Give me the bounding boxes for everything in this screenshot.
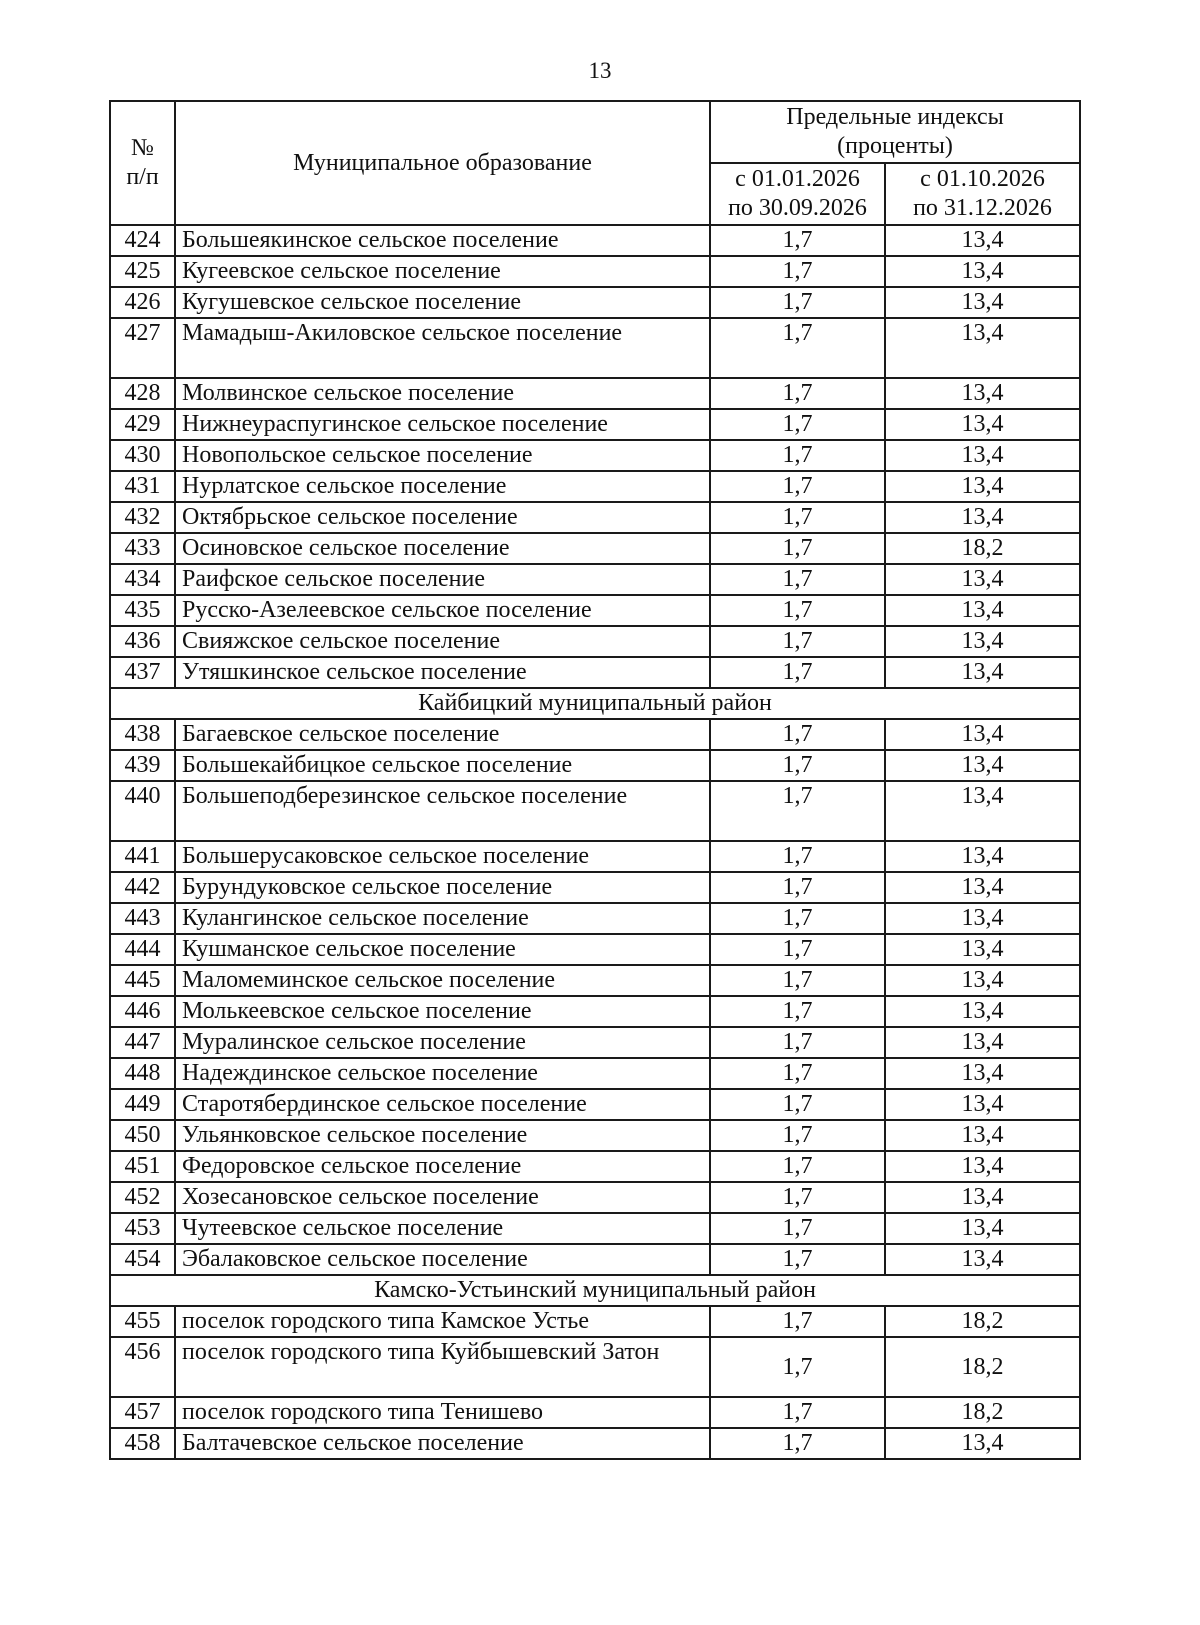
table-row [110,378,1080,409]
index-period-2: 13,4 [885,1151,1080,1182]
row-number: 440 [110,781,175,841]
row-number: 448 [110,1058,175,1089]
table-row [110,965,1080,996]
index-period-1: 1,7 [710,1428,885,1459]
row-number: 451 [110,1151,175,1182]
row-number: 425 [110,256,175,287]
table-row [110,1244,1080,1275]
row-number: 455 [110,1306,175,1337]
index-period-2: 13,4 [885,1058,1080,1089]
table-row [110,1213,1080,1244]
table-row [110,533,1080,564]
row-number: 456 [110,1337,175,1397]
index-period-1: 1,7 [710,440,885,471]
municipality-name: Эбалаковское сельское поселение [175,1244,710,1275]
table-row [110,471,1080,502]
index-period-1: 1,7 [710,471,885,502]
row-number: 444 [110,934,175,965]
header-num-line2: п/п [126,164,159,190]
row-number: 447 [110,1027,175,1058]
index-period-2: 13,4 [885,564,1080,595]
section-title: Кайбицкий муниципальный район [110,688,1080,719]
index-period-2: 13,4 [885,903,1080,934]
index-period-2: 13,4 [885,1213,1080,1244]
table-row [110,996,1080,1027]
row-number: 442 [110,872,175,903]
index-period-1: 1,7 [710,1027,885,1058]
row-number: 429 [110,409,175,440]
municipality-name: Большеподберезинское сельское поселение [175,781,710,841]
index-period-1: 1,7 [710,1089,885,1120]
municipality-name: Бурундуковское сельское поселение [175,872,710,903]
header-indices-line2: (проценты) [837,133,953,159]
header-period-2-line1: с 01.10.2026 [920,166,1045,192]
municipality-name: Большеякинское сельское поселение [175,225,710,256]
municipality-name: Хозесановское сельское поселение [175,1182,710,1213]
index-period-1: 1,7 [710,287,885,318]
section-row [110,688,1080,719]
table-row [110,872,1080,903]
index-period-2: 13,4 [885,287,1080,318]
table-row [110,1058,1080,1089]
municipality-name: Молькеевское сельское поселение [175,996,710,1027]
index-period-2: 13,4 [885,1428,1080,1459]
row-number: 449 [110,1089,175,1120]
index-period-1: 1,7 [710,750,885,781]
index-period-1: 1,7 [710,903,885,934]
table-row [110,781,1080,841]
municipality-name: Большерусаковское сельское поселение [175,841,710,872]
municipality-name: Русско-Азелеевское сельское поселение [175,595,710,626]
header-period-1-line1: с 01.01.2026 [735,166,860,192]
municipality-name: Надеждинское сельское поселение [175,1058,710,1089]
header-num [110,101,175,225]
index-period-1: 1,7 [710,1151,885,1182]
municipality-name: Утяшкинское сельское поселение [175,657,710,688]
index-period-1: 1,7 [710,872,885,903]
table-row [110,1337,1080,1397]
municipality-name: Большекайбицкое сельское поселение [175,750,710,781]
index-period-1: 1,7 [710,595,885,626]
row-number: 435 [110,595,175,626]
indices-table [109,100,1081,1460]
row-number: 458 [110,1428,175,1459]
index-period-2: 13,4 [885,1120,1080,1151]
municipality-name: Кугушевское сельское поселение [175,287,710,318]
header-period-2 [885,163,1080,225]
table-row [110,318,1080,378]
municipality-name: Багаевское сельское поселение [175,719,710,750]
index-period-1: 1,7 [710,256,885,287]
municipality-name: Ульянковское сельское поселение [175,1120,710,1151]
index-period-2: 13,4 [885,626,1080,657]
row-number: 457 [110,1397,175,1428]
header-period-1-line2: по 30.09.2026 [728,195,867,221]
municipality-name: Старотябердинское сельское поселение [175,1089,710,1120]
index-period-1: 1,7 [710,1397,885,1428]
index-period-2: 13,4 [885,750,1080,781]
municipality-name: Кулангинское сельское поселение [175,903,710,934]
index-period-2: 13,4 [885,657,1080,688]
index-period-1: 1,7 [710,502,885,533]
table-row [110,440,1080,471]
municipality-name: Нурлатское сельское поселение [175,471,710,502]
table-header [110,101,1080,225]
header-num-line1: № [131,135,154,161]
index-period-1: 1,7 [710,626,885,657]
index-period-2: 13,4 [885,471,1080,502]
index-period-1: 1,7 [710,934,885,965]
table-row [110,657,1080,688]
table-row [110,256,1080,287]
index-period-1: 1,7 [710,965,885,996]
table-row [110,903,1080,934]
row-number: 432 [110,502,175,533]
table-row [110,595,1080,626]
municipality-name: Новопольское сельское поселение [175,440,710,471]
municipality-name: Свияжское сельское поселение [175,626,710,657]
municipality-name: Чутеевское сельское поселение [175,1213,710,1244]
row-number: 443 [110,903,175,934]
index-period-2: 13,4 [885,872,1080,903]
index-period-2: 18,2 [885,1397,1080,1428]
table-row [110,1151,1080,1182]
municipality-name: Маломеминское сельское поселение [175,965,710,996]
row-number: 438 [110,719,175,750]
municipality-name: поселок городского типа Куйбышевский Затон [175,1337,710,1397]
index-period-1: 1,7 [710,1244,885,1275]
index-period-2: 13,4 [885,1182,1080,1213]
page-number: 13 [588,58,612,83]
municipality-name: поселок городского типа Камское Устье [175,1306,710,1337]
index-period-1: 1,7 [710,318,885,378]
municipality-name: Нижнеураспугинское сельское поселение [175,409,710,440]
index-period-2: 13,4 [885,318,1080,378]
row-number: 430 [110,440,175,471]
index-period-1: 1,7 [710,841,885,872]
table-row [110,287,1080,318]
index-period-1: 1,7 [710,719,885,750]
index-period-2: 13,4 [885,225,1080,256]
table-row [110,841,1080,872]
table-row [110,564,1080,595]
table-row [110,1397,1080,1428]
index-period-2: 13,4 [885,841,1080,872]
municipality-name: Балтачевское сельское поселение [175,1428,710,1459]
municipality-name: Молвинское сельское поселение [175,378,710,409]
index-period-1: 1,7 [710,1182,885,1213]
index-period-2: 18,2 [885,1337,1080,1397]
row-number: 441 [110,841,175,872]
index-period-2: 13,4 [885,934,1080,965]
index-period-1: 1,7 [710,1306,885,1337]
table-row [110,1089,1080,1120]
table-row [110,750,1080,781]
index-period-1: 1,7 [710,781,885,841]
table-row [110,409,1080,440]
index-period-1: 1,7 [710,378,885,409]
index-period-1: 1,7 [710,1213,885,1244]
row-number: 454 [110,1244,175,1275]
index-period-1: 1,7 [710,657,885,688]
index-period-2: 13,4 [885,1244,1080,1275]
index-period-1: 1,7 [710,996,885,1027]
index-period-1: 1,7 [710,1337,885,1397]
municipality-name: поселок городского типа Тенишево [175,1397,710,1428]
municipality-name: Кушманское сельское поселение [175,934,710,965]
table-body [110,225,1080,1459]
row-number: 450 [110,1120,175,1151]
row-number: 446 [110,996,175,1027]
index-period-2: 13,4 [885,781,1080,841]
row-number: 433 [110,533,175,564]
row-number: 453 [110,1213,175,1244]
index-period-2: 13,4 [885,719,1080,750]
index-period-2: 13,4 [885,965,1080,996]
index-period-2: 13,4 [885,595,1080,626]
index-period-2: 13,4 [885,996,1080,1027]
index-period-1: 1,7 [710,409,885,440]
index-period-1: 1,7 [710,225,885,256]
table-row [110,1027,1080,1058]
header-indices [710,101,1080,163]
section-row [110,1275,1080,1306]
index-period-2: 13,4 [885,409,1080,440]
row-number: 427 [110,318,175,378]
municipality-name: Федоровское сельское поселение [175,1151,710,1182]
index-period-2: 13,4 [885,440,1080,471]
row-number: 445 [110,965,175,996]
table-row [110,719,1080,750]
index-period-1: 1,7 [710,1058,885,1089]
index-period-2: 18,2 [885,1306,1080,1337]
index-period-1: 1,7 [710,533,885,564]
index-period-2: 18,2 [885,533,1080,564]
index-period-2: 13,4 [885,1089,1080,1120]
header-municipality: Муниципальное образование [175,101,710,225]
section-title: Камско-Устьинский муниципальный район [110,1275,1080,1306]
index-period-1: 1,7 [710,1120,885,1151]
municipality-name: Раифское сельское поселение [175,564,710,595]
row-number: 431 [110,471,175,502]
municipality-name: Муралинское сельское поселение [175,1027,710,1058]
row-number: 424 [110,225,175,256]
index-period-1: 1,7 [710,564,885,595]
row-number: 426 [110,287,175,318]
row-number: 437 [110,657,175,688]
table-row [110,1120,1080,1151]
row-number: 452 [110,1182,175,1213]
row-number: 428 [110,378,175,409]
index-period-2: 13,4 [885,256,1080,287]
header-period-2-line2: по 31.12.2026 [913,195,1052,221]
municipality-name: Осиновское сельское поселение [175,533,710,564]
table-row [110,225,1080,256]
header-indices-line1: Предельные индексы [786,104,1004,130]
municipality-name: Октябрьское сельское поселение [175,502,710,533]
row-number: 434 [110,564,175,595]
table-row [110,1306,1080,1337]
table-row [110,934,1080,965]
table-row [110,1182,1080,1213]
index-period-2: 13,4 [885,502,1080,533]
table-row [110,502,1080,533]
municipality-name: Мамадыш-Акиловское сельское поселение [175,318,710,378]
row-number: 436 [110,626,175,657]
header-period-1 [710,163,885,225]
row-number: 439 [110,750,175,781]
table-row [110,1428,1080,1459]
index-period-2: 13,4 [885,1027,1080,1058]
table-row [110,626,1080,657]
index-period-2: 13,4 [885,378,1080,409]
municipality-name: Кугеевское сельское поселение [175,256,710,287]
